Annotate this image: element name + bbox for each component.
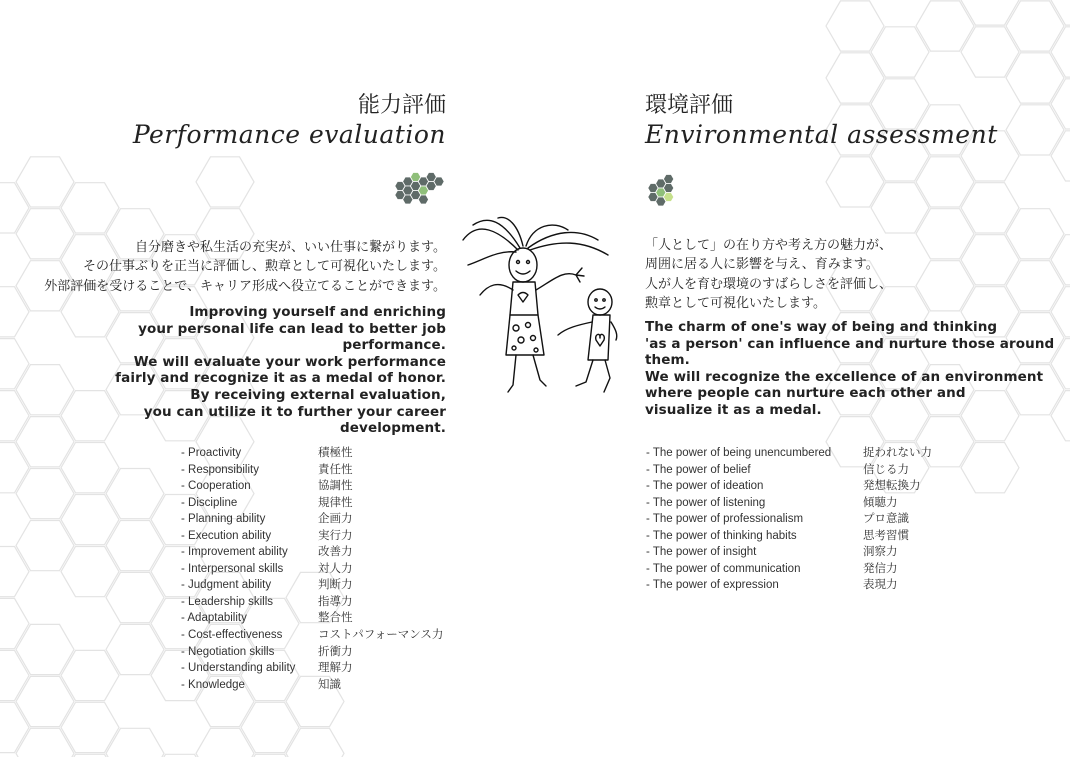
performance-item-en: - Leadership skills [181, 595, 274, 608]
environment-items-en [646, 445, 831, 594]
performance-item-jp: 理解力 [318, 662, 353, 675]
hexagon-cluster-icon [392, 170, 448, 216]
environment-en-line: 'as a person' can influence and nurture those around them. [645, 335, 1055, 369]
performance-item-jp: 企画力 [318, 513, 353, 526]
performance-item-jp: 整合性 [318, 612, 353, 625]
performance-item-jp: 積極性 [318, 447, 353, 459]
environment-title-en: Environmental assessment [645, 120, 998, 149]
performance-item-en: - Proactivity [181, 447, 242, 459]
performance-item-en: - Knowledge [181, 678, 245, 691]
performance-jp-line: その仕事ぶりを正当に評価し、勲章として可視化いたします。 [83, 259, 446, 275]
performance-body-en [40, 304, 446, 437]
environment-item-en: - The power of professionalism [646, 513, 804, 526]
performance-item-en: - Improvement ability [181, 546, 288, 559]
environment-item-en: - The power of expression [646, 579, 779, 592]
performance-item-en: - Understanding ability [181, 662, 296, 675]
performance-item-jp: 責任性 [318, 463, 353, 476]
environment-en-line: We will recognize the excellence of an environment [645, 368, 1044, 385]
performance-item-en: - Discipline [181, 496, 238, 509]
performance-item-jp: 協調性 [318, 480, 353, 493]
environment-item-en: - The power of listening [646, 496, 766, 509]
environment-item-en: - The power of insight [646, 546, 757, 559]
environment-item-en: - The power of thinking habits [646, 529, 797, 542]
environment-item-jp: 傾聴力 [863, 496, 898, 509]
environment-body-jp [645, 236, 1045, 313]
performance-item-jp: 規律性 [318, 496, 353, 509]
environment-en-line: The charm of one's way of being and thinking [645, 319, 998, 335]
environment-item-jp: 捉われない力 [863, 447, 932, 459]
performance-item-en: - Responsibility [181, 463, 259, 476]
performance-title-en: Performance evaluation [132, 120, 446, 149]
performance-item-jp: 知識 [318, 678, 341, 691]
performance-item-en: - Adaptability [181, 612, 247, 625]
environment-item-jp: 思考習慣 [863, 529, 909, 542]
environment-item-jp: 発想転換力 [863, 480, 921, 493]
performance-en-line: fairly and recognize it as a medal of honor. [115, 370, 446, 387]
performance-item-jp: 改善力 [318, 546, 353, 559]
performance-item-en: - Interpersonal skills [181, 562, 284, 575]
environment-jp-line: 勲章として可視化いたします。 [645, 295, 826, 311]
environment-item-en: - The power of communication [646, 562, 801, 575]
performance-title-jp: 能力評価 [357, 93, 446, 118]
hexagon-cluster-icon [645, 172, 681, 218]
environment-en-line: where people can nurture each other and [645, 385, 966, 402]
performance-item-en: - Negotiation skills [181, 645, 275, 658]
environment-item-jp: 表現力 [863, 579, 898, 592]
environment-title-jp: 環境評価 [645, 93, 734, 118]
performance-en-line: your personal life can lead to better job performance. [138, 320, 446, 354]
performance-items-en [181, 445, 295, 693]
performance-item-jp: 実行力 [318, 529, 353, 542]
performance-jp-line: 自分磨きや私生活の充実が、いい仕事に繋がります。 [135, 240, 446, 255]
environment-jp-line: 人が人を育む環境のすばらしさを評価し、 [645, 276, 893, 292]
performance-items-jp [318, 445, 443, 693]
performance-item-en: - Execution ability [181, 529, 272, 542]
environment-items-jp [863, 445, 932, 594]
performance-item-jp: コストパフォーマンス力 [318, 629, 444, 642]
performance-en-line: By receiving external evaluation, [190, 386, 446, 403]
environment-item-en: - The power of belief [646, 463, 751, 476]
performance-item-jp: 折衝力 [318, 645, 353, 658]
environment-jp-line: 「人として」の在り方や考え方の魅力が、 [645, 238, 893, 253]
environment-item-jp: 発信力 [863, 562, 898, 575]
performance-item-en: - Planning ability [181, 513, 266, 526]
performance-body-jp [40, 238, 446, 296]
performance-item-en: - Cooperation [181, 480, 251, 493]
performance-en-line: We will evaluate your work performance [133, 353, 446, 370]
performance-item-en: - Judgment ability [181, 579, 272, 592]
performance-item-jp: 対人力 [318, 562, 353, 575]
environment-en-line: visualize it as a medal. [645, 401, 822, 418]
environment-item-jp: 洞察力 [863, 546, 898, 559]
environment-jp-line: 周囲に居る人に影響を与え、育みます。 [645, 257, 879, 273]
environment-item-en: - The power of being unencumbered [646, 447, 832, 459]
performance-item-en: - Cost-effectiveness [181, 629, 283, 642]
performance-jp-line: 外部評価を受けることで、キャリア形成へ役立てることができます。 [44, 278, 446, 294]
environment-body-en [645, 319, 1065, 419]
performance-en-line: you can utilize it to further your career development. [143, 403, 446, 437]
environment-item-en: - The power of ideation [646, 480, 764, 493]
environment-item-jp: 信じる力 [863, 463, 909, 476]
performance-en-line: Improving yourself and enriching [189, 304, 446, 320]
environment-item-jp: プロ意識 [863, 513, 909, 526]
performance-item-jp: 指導力 [318, 595, 353, 608]
performance-item-jp: 判断力 [318, 579, 353, 592]
child-drawing-two-figures [458, 210, 618, 410]
